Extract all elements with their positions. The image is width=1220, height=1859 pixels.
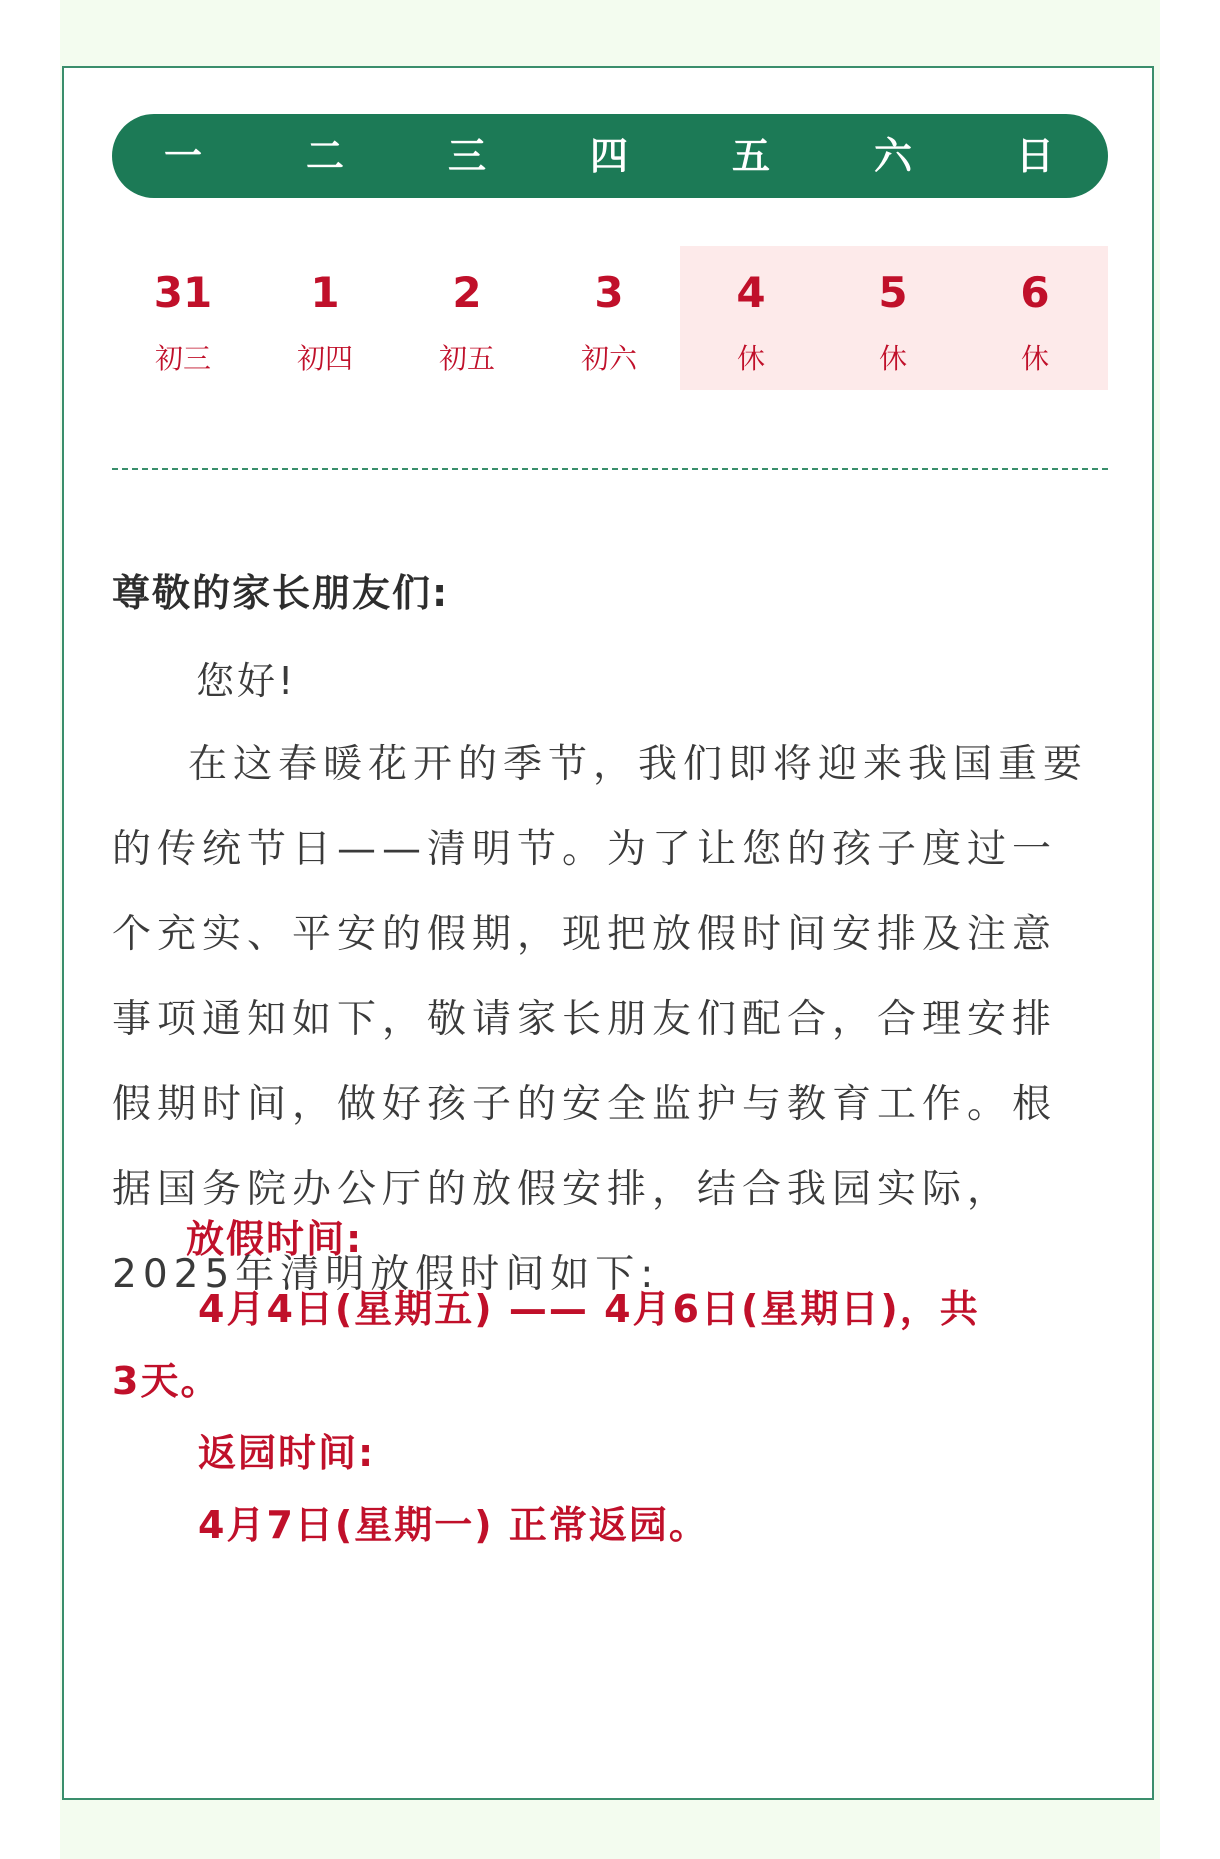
weekday-fri: 五 xyxy=(731,134,770,178)
date-number: 6 xyxy=(1020,268,1050,317)
weekday-wed: 三 xyxy=(447,134,486,178)
lunar-date: 初四 xyxy=(296,342,353,375)
return-time-value: 4月7日(星期一) 正常返园。 xyxy=(198,1503,709,1547)
return-time-label: 返园时间: xyxy=(198,1431,376,1475)
body-line: 事项通知如下，敬请家长朋友们配合，合理安排 xyxy=(112,997,1058,1042)
body-line: 在这春暖花开的季节，我们即将迎来我国重要 xyxy=(188,742,1089,787)
date-cell xyxy=(396,246,538,390)
weekday-thu: 四 xyxy=(589,134,628,178)
date-cell xyxy=(538,246,680,390)
date-cell xyxy=(112,246,254,390)
lunar-date: 初五 xyxy=(438,342,495,375)
holiday-time-duration: 3天。 xyxy=(112,1359,221,1403)
date-number: 3 xyxy=(594,268,624,317)
holiday-date-cell xyxy=(964,246,1106,390)
holiday-date-cell xyxy=(822,246,964,390)
weekday-tue: 二 xyxy=(305,134,344,178)
date-number: 5 xyxy=(878,268,908,317)
notice-card xyxy=(62,66,1154,1800)
holiday-date-cell xyxy=(680,246,822,390)
date-number: 4 xyxy=(736,268,766,317)
date-number: 31 xyxy=(153,268,213,317)
holiday-mark: 休 xyxy=(878,342,907,375)
dashed-divider xyxy=(112,468,1108,470)
date-number: 1 xyxy=(310,268,340,317)
holiday-time-label: 放假时间: xyxy=(186,1217,364,1261)
holiday-time-range: 4月4日(星期五) —— 4月6日(星期日)，共 xyxy=(198,1287,980,1331)
date-cell xyxy=(254,246,396,390)
date-number: 2 xyxy=(452,268,482,317)
weekday-sun: 日 xyxy=(1015,134,1054,178)
weekday-header xyxy=(112,114,1108,198)
body-line: 2025年清明放假时间如下: xyxy=(112,1252,660,1297)
lunar-date: 初六 xyxy=(580,342,637,375)
body-line: 假期时间，做好孩子的安全监护与教育工作。根 xyxy=(112,1082,1058,1127)
letter-hello: 您好! xyxy=(196,659,297,703)
weekday-sat: 六 xyxy=(873,134,912,178)
body-line: 的传统节日——清明节。为了让您的孩子度过一 xyxy=(112,827,1058,872)
letter-greeting: 尊敬的家长朋友们: xyxy=(112,571,450,615)
holiday-mark: 休 xyxy=(1020,342,1049,375)
weekday-mon: 一 xyxy=(163,134,202,178)
lunar-date: 初三 xyxy=(154,342,211,375)
body-line: 个充实、平安的假期，现把放假时间安排及注意 xyxy=(112,912,1058,957)
holiday-mark: 休 xyxy=(736,342,765,375)
body-line: 据国务院办公厅的放假安排，结合我园实际， xyxy=(112,1167,1013,1212)
